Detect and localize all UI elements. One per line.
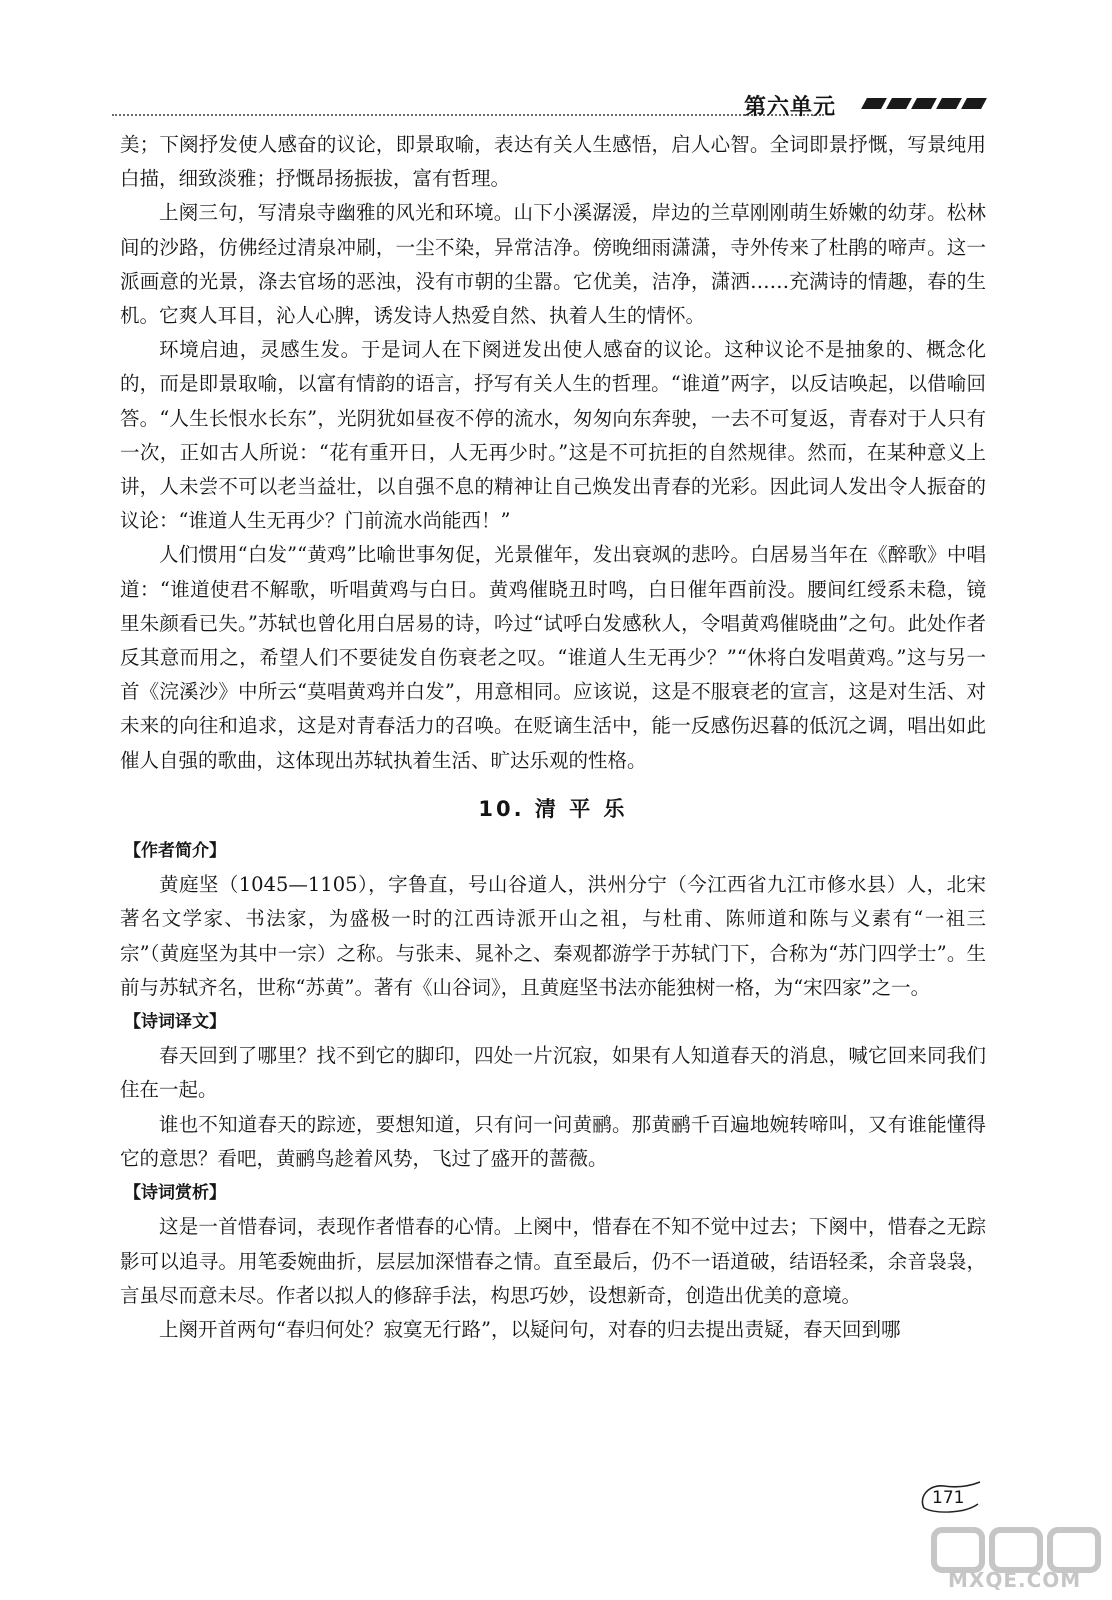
header-dotted-rule bbox=[112, 114, 824, 116]
page-number: 171 bbox=[932, 1488, 965, 1508]
header-decoration bbox=[864, 98, 984, 109]
translation-paragraph: 春天回到了哪里？找不到它的脚印，四处一片沉寂，如果有人知道春天的消息，喊它回来同我们住在一起。 bbox=[120, 1044, 986, 1102]
header-bar bbox=[861, 98, 887, 109]
paragraph-upper-stanza: 上阕三句，写清泉寺幽雅的风光和环境。山下小溪潺湲，岸边的兰草刚刚萌生娇嫩的幼芽。松林间的沙路，仿佛经过清泉冲刷，一尘不染，异常洁净。傍晚细雨潇潇，寺外传来了杜鹃的啼声。这一派画意的光景，涤去官场的恶浊，没有市朝的尘嚣。它优美，洁净，潇洒……充满诗的情趣，春的生机。它爽人耳目，沁人心脾，诱发诗人热爱自然、执着人生的情怀。 bbox=[120, 201, 986, 328]
paragraph-lower-stanza: 环境启迪，灵感生发。于是词人在下阕迸发出使人感奋的议论。这种议论不是抽象的、概念化的，而是即景取喻，以富有情韵的语言，抒写有关人生的哲理。“谁道”两字，以反诘唤起，以借喻回答。“人生长恨水长东”，光阴犹如昼夜不停的流水，匆匆向东奔驶，一去不可复返，青春对于人只有一次，正如古人所说：“花有重开日，人无再少时。”这是不可抗拒的自然规律。然而，在某种意义上讲，人未尝不可以老当益壮，以自强不息的精神让自己焕发出青春的光彩。因此词人发出令人振奋的议论：“谁道人生无再少？门前流水尚能西！” bbox=[120, 338, 986, 533]
paragraph-continuation: 美；下阕抒发使人感奋的议论，即景取喻，表达有关人生感悟，启人心智。全词即景抒慨，写景纯用白描，细致淡雅；抒慨昂扬振拔，富有哲理。 bbox=[120, 133, 986, 191]
translation-heading: 【诗词译文】 bbox=[124, 1012, 226, 1033]
paragraph-white-hair: 人们惯用“白发”“黄鸡”比喻世事匆促，光景催年，发出衰飒的悲吟。白居易当年在《醉歌》中唱道：“谁道使君不解歌，听唱黄鸡与白日。黄鸡催晓丑时鸣，白日催年酉前没。腰间红绶系未稳，镜里朱颜看已失。”苏轼也曾化用白居易的诗，吟过“试呼白发感秋人，令唱黄鸡催晓曲”之句。此处作者反其意而用之，希望人们不要徒发自伤衰老之叹。“谁道人生无再少？”“休将白发唱黄鸡。”这与另一首《浣溪沙》中所云“莫唱黄鸡并白发”，用意相同。应该说，这是不服衰老的宣言，这是对生活、对未来的向往和追求，这是对青春活力的召唤。在贬谪生活中，能一反感伤迟暮的低沉之调，唱出如此催人自强的歌曲，这体现出苏轼执着生活、旷达乐观的性格。 bbox=[120, 543, 986, 772]
analysis-paragraph: 这是一首惜春词，表现作者惜春的心情。上阕中，惜春在不知不觉中过去；下阕中，惜春之无踪影可以追寻。用笔委婉曲折，层层加深惜春之情。直至最后，仍不一语道破，结语轻柔，余音袅袅，言虽尽而意未尽。作者以拟人的修辞手法，构思巧妙，设想新奇，创造出优美的意境。 bbox=[120, 1215, 986, 1307]
header-bar bbox=[961, 98, 987, 109]
header-bar bbox=[911, 98, 937, 109]
page-body bbox=[120, 128, 986, 1347]
watermark-text: MXQE.COM bbox=[948, 1568, 1082, 1592]
translation-paragraph: 谁也不知道春天的踪迹，要想知道，只有问一问黄鹂。那黄鹂千百遍地婉转啼叫，又有谁能懂得它的意思？看吧，黄鹂鸟趁着风势，飞过了盛开的蔷薇。 bbox=[120, 1112, 986, 1170]
author-text: 黄庭坚（1045—1105），字鲁直，号山谷道人，洪州分宁（今江西省九江市修水县）人，北宋著名文学家、书法家，为盛极一时的江西诗派开山之祖，与杜甫、陈师道和陈与义素有“一祖三宗”（黄庭坚为其中一宗）之称。与张耒、晁补之、秦观都游学于苏轼门下，合称为“苏门四学士”。生前与苏轼齐名，世称“苏黄”。著有《山谷词》，且黄庭坚书法亦能独树一格，为“宋四家”之一。 bbox=[120, 873, 986, 999]
header-bar bbox=[936, 98, 962, 109]
page-header bbox=[112, 86, 984, 126]
section-title: 10. 清 平 乐 bbox=[478, 796, 628, 821]
unit-title: 第六单元 bbox=[743, 95, 836, 120]
analysis-heading: 【诗词赏析】 bbox=[124, 1183, 226, 1204]
header-bar bbox=[886, 98, 912, 109]
analysis-paragraph: 上阕开首两句“春归何处？寂寞无行路”，以疑问句，对春的归去提出责疑，春天回到哪 bbox=[159, 1317, 901, 1341]
author-heading: 【作者简介】 bbox=[124, 841, 226, 862]
